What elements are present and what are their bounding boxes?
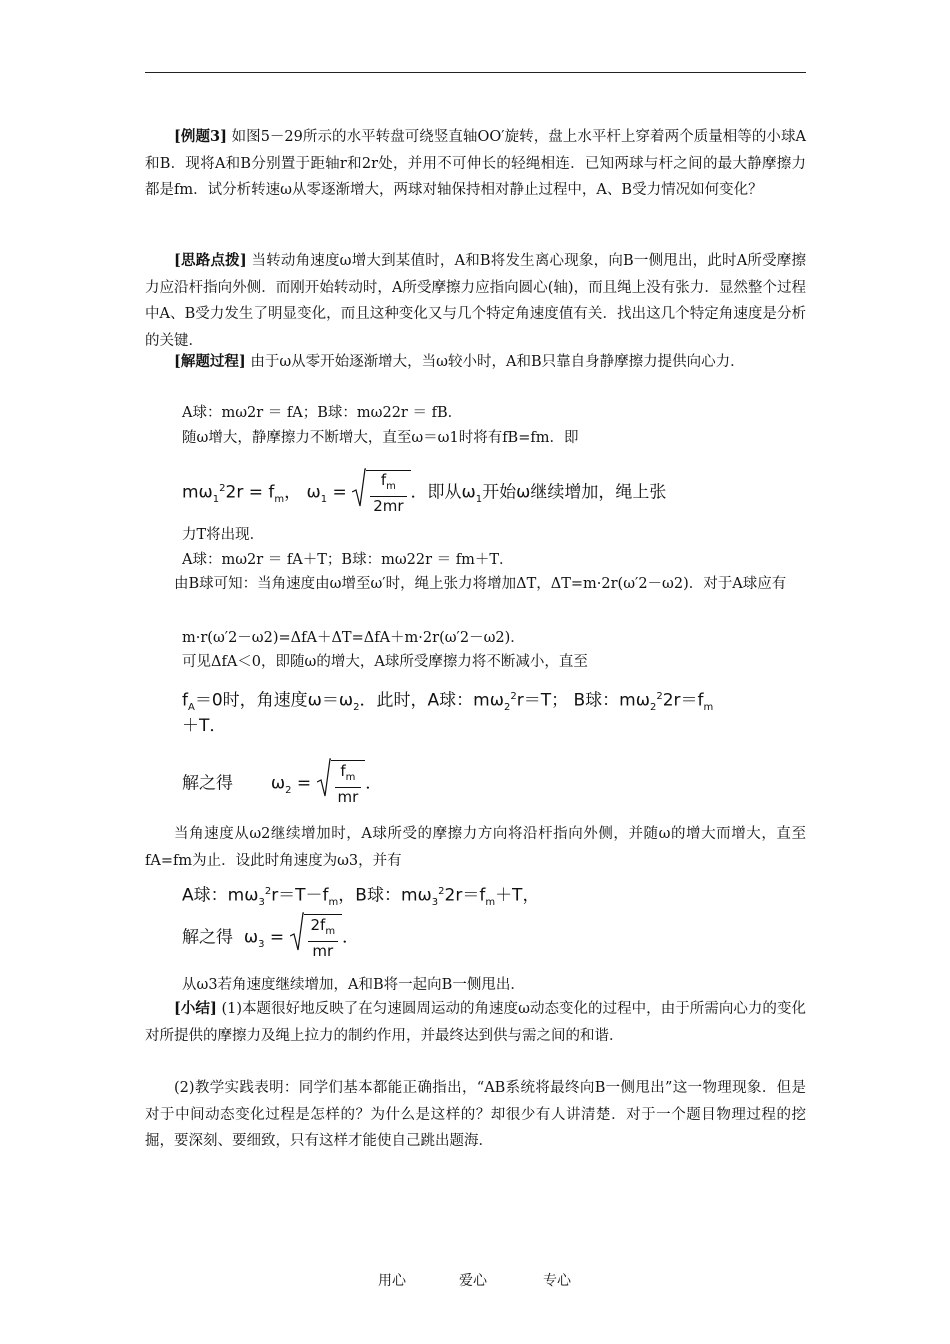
- solution-paragraph-6: 当角速度从ω2继续增加时，A球所受的摩擦力方向将沿杆指向外侧，并随ω的增大而增大，直至fA=fm为止．设此时角速度为ω3，并有: [145, 826, 806, 869]
- footer-text-1: 用心: [378, 1273, 406, 1289]
- solution-line-7: 从ω3若角速度继续增加，A和B将一起向B一侧甩出．: [182, 977, 525, 993]
- solution-label: [解题过程]: [174, 353, 246, 370]
- solution-paragraph: [145, 349, 806, 376]
- summary-label: [小结]: [174, 1000, 217, 1017]
- hint-label: [思路点拨]: [174, 252, 247, 269]
- summary-p1: (1)本题很好地反映了在匀速圆周运动的角速度ω动态变化的过程中，由于所需向心力的变化对所提供的摩擦力及绳上拉力的制约作用，并最终达到供与需之间的和谐．: [145, 1001, 806, 1044]
- formula-plus-t: ＋T．: [182, 716, 227, 736]
- hint-text: 当转动角速度ω增大到某值时，A和B将发生离心现象，向B一侧甩出，此时A所受摩擦力应沿杆指向外侧．而刚开始转动时，A所受摩擦力应指向圆心(轴)，而且绳上没有张力．显然整个过程中A、B受力发生了明显变化，而且这种变化又与几个特定角速度值有关．找出这几个特定角速度是分析的关键．: [145, 253, 806, 349]
- equation-1: A球：mω2r ＝ fA；B球：mω22r ＝ fB．: [182, 405, 463, 421]
- header-rule: [145, 72, 806, 73]
- formula-omega3: 解之得 $\omega_3$ = $\frac{2f_m}{mr}$ ．: [182, 914, 359, 968]
- formula-omega2: 解之得 $\omega_2$ = $\frac{f_m}{mr}$ ．: [182, 760, 382, 814]
- solution-intro: 由于ω从零开始逐渐增大，当ω较小时，A和B只靠自身静摩擦力提供向心力．: [250, 354, 745, 370]
- example-text: 如图5－29所示的水平转盘可绕竖直轴OO′旋转，盘上水平杆上穿着两个质量相等的小球A和B．现将A和B分别置于距轴r和2r处，并用不可伸长的轻绳相连．已知两球与杆之间的最大静摩擦力都是fm．试分析转速ω从零逐渐增大，两球对轴保持相对静止过程中，A、B受力情况如何变化？: [145, 129, 806, 198]
- formula-omega2-condition: $f_A=0$时，角速度$\omega=\omega_2$．此时，A球：$m\omega_2^2r=T$； B球：$m\omega_2^22r=f_m$: [182, 690, 714, 714]
- summary-paragraph-2: (2)教学实践表明：同学们基本都能正确指出，“AB系统将最终向B一侧甩出”这一物理现象．但是对于中间动态变化过程是怎样的？为什么是这样的？却很少有人讲清楚．对于一个题目物理过程的挖掘，要深刻、要细致，只有这样才能使自己跳出题海．: [145, 1080, 806, 1149]
- solution-line-5: 可见ΔfA＜0，即随ω的增大，A球所受摩擦力将不断减小，直至: [182, 654, 588, 670]
- example-label: [例题3]: [174, 128, 227, 145]
- sqrt-omega3: $\frac{2f_m}{mr}$: [290, 914, 343, 961]
- example-paragraph: [145, 124, 806, 204]
- hint-paragraph: [145, 248, 806, 354]
- solution-line-2: 随ω增大，静摩擦力不断增大，直至ω＝ω1时将有fB=fm．即: [182, 430, 579, 446]
- equation-2: A球：mω2r ＝ fA＋T；B球：mω22r ＝ fm＋T．: [182, 552, 514, 568]
- equation-3: m·r(ω′2－ω2)=ΔfA＋ΔT=ΔfA＋m·2r(ω′2－ω2)．: [182, 630, 525, 646]
- sqrt-omega1: $\frac{f_m}{2mr}$: [352, 470, 410, 515]
- footer-text-3: 专心: [543, 1273, 571, 1289]
- sqrt-omega2: $\frac{f_m}{mr}$: [317, 760, 366, 807]
- summary-paragraph-1: [145, 996, 806, 1049]
- solution-line-3: 力T将出现．: [182, 527, 265, 543]
- formula-omega3-forces: A球：$m\omega_3^2r=T-f_m$，B球：$m\omega_3^22r=f_m+T$，: [182, 885, 540, 909]
- solution-paragraph-4: 由B球可知：当角速度由ω增至ω′时，绳上张力将增加ΔT，ΔT=m·2r(ω′2－ω2)．对于A球应有: [174, 576, 787, 592]
- formula-omega1: $m\omega_1^22r = f_m$， $\omega_1$ = $\frac{f_m}{2mr}$ ．即从$\omega_1$开始ω继续增加，绳上张: [182, 471, 667, 516]
- footer-text-2: 爱心: [459, 1273, 487, 1289]
